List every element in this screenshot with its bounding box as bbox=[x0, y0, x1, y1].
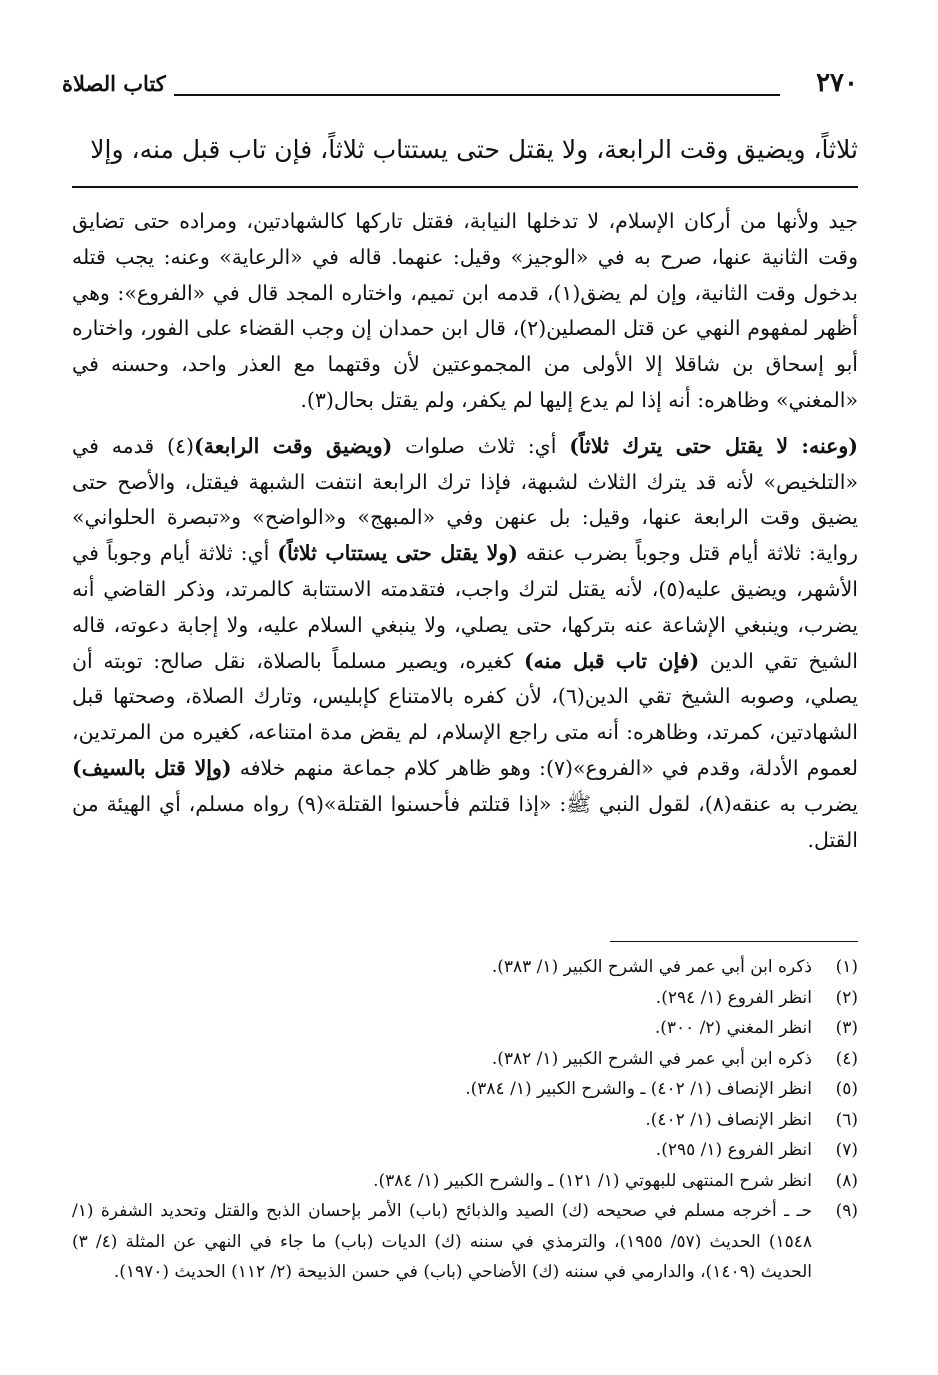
page-number: ٢٧٠ bbox=[816, 68, 858, 98]
footnote-text: انظر الإنصاف (١/ ٤٠٢). bbox=[645, 1109, 812, 1130]
footnote-text: انظر شرح المنتهى للبهوتي (١/ ١٢١) ـ والشرح الكبير (١/ ٣٨٤). bbox=[373, 1170, 812, 1191]
footnote-text: حـ ـ أخرجه مسلم في صحيحه (ك) الصيد والذبائح (باب) الأمر بإحسان الذبح والقتل وتحديد الشفرة (١/ ١٥٤٨) الحديث (٥٧/ ١٩٥٥)، والترمذي في سننه (ك) الديات (باب) ما جاء في النهي عن المثلة (٤/ ٣) الحديث (١٤٠٩)، والدارمي في سننه (ك) الأضاحي (باب) في حسن الذبيحة (٢/ ١١٢) الحديث (١٩٧٠). bbox=[72, 1201, 812, 1282]
footnote-number: (٧) bbox=[835, 1140, 858, 1160]
footnote bbox=[72, 983, 858, 1014]
footnote bbox=[72, 1196, 858, 1288]
commentary-text: أي: ثلاثة أيام وجوباً في الأشهر، ويضيق عليه(٥)، لأنه يقتل لترك واجب، فتقدمته الاستتابة كالمرتد، وذكر القاضي أنه يضرب، وينبغي الإشاعة عنه بتركها، حتى يصلي، ولا ينبغي السلام عليه، ولا إجابة دعوته، قاله الشيخ تقي الدين bbox=[72, 541, 858, 673]
footnote-number: (١) bbox=[835, 957, 858, 977]
commentary bbox=[72, 204, 858, 858]
footnote bbox=[72, 1074, 858, 1105]
commentary-paragraph-2 bbox=[72, 429, 858, 859]
footnote bbox=[72, 1135, 858, 1166]
book-title: كتاب الصلاة bbox=[62, 71, 166, 96]
footnote-divider bbox=[610, 941, 858, 942]
commentary-paragraph-1: جيد ولأنها من أركان الإسلام، لا تدخلها النيابة، فقتل تاركها كالشهادتين، ومراده حتى تضايق وقت الثانية عنها، صرح به في «الوجيز» وقيل: عنهما. قاله في «الرعاية» وعنه: يجب قتله بدخول وقت الثانية، وإن لم يضق(١)، قدمه ابن تميم، واختاره المجد قال في «الفروع»: وهي أظهر لمفهوم النهي عن قتل المصلين(٢)، قال ابن حمدان إن وجب القضاء على الفور، واختاره أبو إسحاق بن شاقلا إلا الأولى من المجموعتين لأن وقتهما مع العذر واحد، وحسنه في «المغني» وظاهره: أنه إذا لم يدع إليها لم يكفر، ولم يقتل بحال(٣). bbox=[72, 209, 858, 412]
footnote-number: (٢) bbox=[835, 987, 858, 1008]
matn-divider bbox=[72, 186, 858, 188]
footnote bbox=[72, 1105, 858, 1136]
quoted-matn: (ولا يقتل حتى يستتاب ثلاثاً) bbox=[277, 541, 518, 566]
footnote-number: (٦) bbox=[835, 1109, 858, 1130]
footnote bbox=[72, 952, 858, 983]
footnote-text: انظر الفروع (١/ ٢٩٤). bbox=[655, 987, 812, 1008]
footnote-number: (٤) bbox=[835, 1048, 858, 1069]
footnote bbox=[72, 1166, 858, 1197]
footnote-text: انظر الإنصاف (١/ ٤٠٢) ـ والشرح الكبير (١/ ٣٨٤). bbox=[465, 1079, 812, 1099]
running-header bbox=[62, 68, 858, 102]
matn-text: ثلاثاً، ويضيق وقت الرابعة، ولا يقتل حتى يستتاب ثلاثاً، فإن تاب قبل منه، وإلا bbox=[90, 135, 858, 164]
quoted-matn: (وإلا قتل بالسيف) bbox=[72, 755, 232, 780]
footnote-number: (٣) bbox=[835, 1018, 858, 1038]
footnote-text: انظر الفروع (١/ ٢٩٥). bbox=[655, 1140, 812, 1160]
footnotes bbox=[72, 952, 858, 1288]
footnote-number: (٩) bbox=[835, 1201, 858, 1221]
commentary-text: (٤) قدمه في «التلخيص» لأنه قد يترك الثلاث لشبهة، فإذا ترك الرابعة انتفت الشبهة فيقتل، والأصح حتى يضيق وقت الرابعة عنها، وقيل: بل عنهن وفي «المبهج» و«الواضح» و«تبصرة الحلواني» رواية: ثلاثة أيام قتل وجوباً بضرب عنقه bbox=[72, 433, 858, 566]
footnote-number: (٥) bbox=[835, 1079, 858, 1099]
footnote bbox=[72, 1013, 858, 1044]
footnote-text: ذكره ابن أبي عمر في الشرح الكبير (١/ ٣٨٣). bbox=[491, 957, 812, 977]
commentary-text: أي: ثلاث صلوات bbox=[392, 433, 570, 458]
quoted-matn: (وعنه: لا يقتل حتى يترك ثلاثاً) bbox=[569, 433, 859, 458]
header-rule bbox=[174, 94, 780, 96]
quoted-matn: (فإن تاب قبل منه) bbox=[523, 648, 700, 673]
commentary-text: يضرب به عنقه(٨)، لقول النبي ﷺ: «إذا قتلتم فأحسنوا القتلة»(٩) رواه مسلم، أي الهيئة من القتل. bbox=[72, 791, 858, 852]
quoted-matn: (ويضيق وقت الرابعة) bbox=[194, 433, 393, 458]
footnote-text: انظر المغني (٢/ ٣٠٠). bbox=[654, 1018, 812, 1038]
commentary-text: كغيره، ويصير مسلماً بالصلاة، نقل صالح: توبته أن يصلي، وصوبه الشيخ تقي الدين(٦)، لأن كفره بالامتناع كإبليس، وتارك الصلاة، وصحتها قبل الشهادتين، كمرتد، وظاهره: أنه متى راجع الإسلام، لم يقض مدة امتناعه، كغيره من المرتدين، لعموم الأدلة، وقدم في «الفروع»(٧): وهو ظاهر كلام جماعة منهم خلافه bbox=[72, 648, 858, 780]
footnote-number: (٨) bbox=[835, 1170, 858, 1191]
footnote-text: ذكره ابن أبي عمر في الشرح الكبير (١/ ٣٨٢). bbox=[491, 1048, 812, 1069]
footnote bbox=[72, 1044, 858, 1075]
